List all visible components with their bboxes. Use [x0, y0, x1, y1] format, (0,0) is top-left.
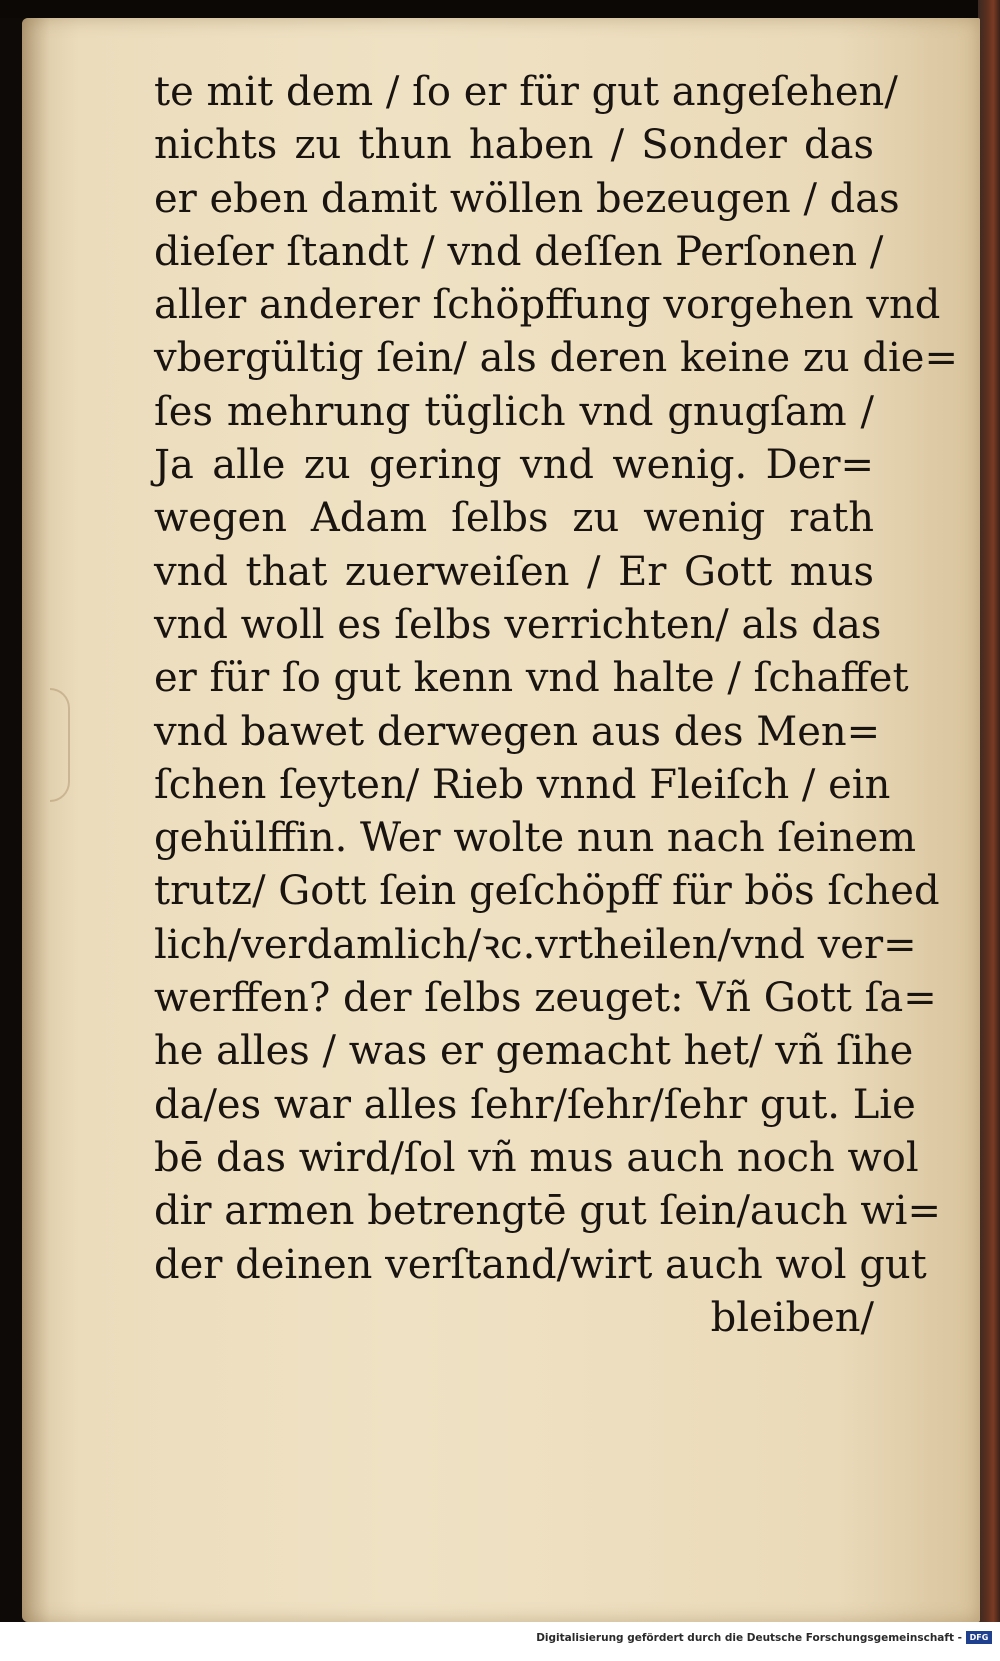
text-line: dir armen betrengtē gut ſein/auch wi= — [154, 1188, 941, 1235]
text-line: aller anderer ſchöpffung vorgehen vnd — [154, 282, 941, 329]
text-line: da/es war alles ſehr/ſehr/ſehr gut. Lie — [154, 1081, 916, 1128]
text-line: nichts zu thun haben / Sonder das — [154, 122, 874, 169]
text-line: ſes mehrung tüglich vnd gnugſam / — [154, 388, 874, 435]
text-line: te mit dem / ſo er für gut angeſehen/ — [154, 69, 898, 115]
text-line: bē das wird/ſol vñ mus auch noch wol — [154, 1134, 919, 1181]
page-fold-mark — [50, 688, 70, 802]
scan-frame-top — [0, 0, 1000, 18]
text-line: er für ſo gut kenn vnd halte / ſchaffet — [154, 655, 909, 702]
text-line: wegen Adam ſelbs zu wenig rath — [154, 495, 874, 542]
funding-credit: Digitalisierung gefördert durch die Deutsche Forschungsgemeinschaft - — [536, 1632, 962, 1644]
text-line: trutz/ Gott ſein geſchöpff für bös ſched — [154, 868, 940, 915]
text-line: vnd bawet derwegen aus des Men= — [154, 708, 881, 755]
text-line: vnd woll es ſelbs verrichten/ als das — [154, 601, 882, 648]
text-line: werffen? der ſelbs zeuget: Vñ Gott ſa= — [154, 975, 937, 1022]
text-line: er eben damit wöllen bezeugen / das — [154, 175, 900, 222]
text-line: Ja alle zu gering vnd wenig. Der= — [154, 442, 874, 489]
gutter-shadow — [22, 18, 50, 1622]
text-line: ſchen ſeyten/ Rieb vnnd Fleiſch / ein — [154, 761, 891, 808]
text-line: der deinen verſtand/wirt auch wol gut — [154, 1241, 927, 1288]
text-line: gehülffin. Wer wolte nun nach ſeinem — [154, 815, 917, 862]
text-line: lich/verdamlich/ꝛc.vrtheilen/vnd ver= — [154, 921, 917, 968]
text-line: he alles / was er gemacht het/ vñ ſihe — [154, 1028, 914, 1075]
catchword: bleiben/ — [710, 1294, 874, 1341]
text-line: vnd that zuerweiſen / Er Gott mus — [154, 548, 874, 595]
footer-bar — [0, 1622, 1000, 1661]
text-line: vbergültig ſein/ als deren keine zu die= — [154, 335, 958, 382]
text-line: dieſer ſtandt / vnd deſſen Perſonen / — [154, 228, 884, 275]
dfg-logo-icon: DFG — [966, 1631, 992, 1644]
page-text — [154, 66, 958, 1345]
book-edge — [978, 0, 1000, 1661]
